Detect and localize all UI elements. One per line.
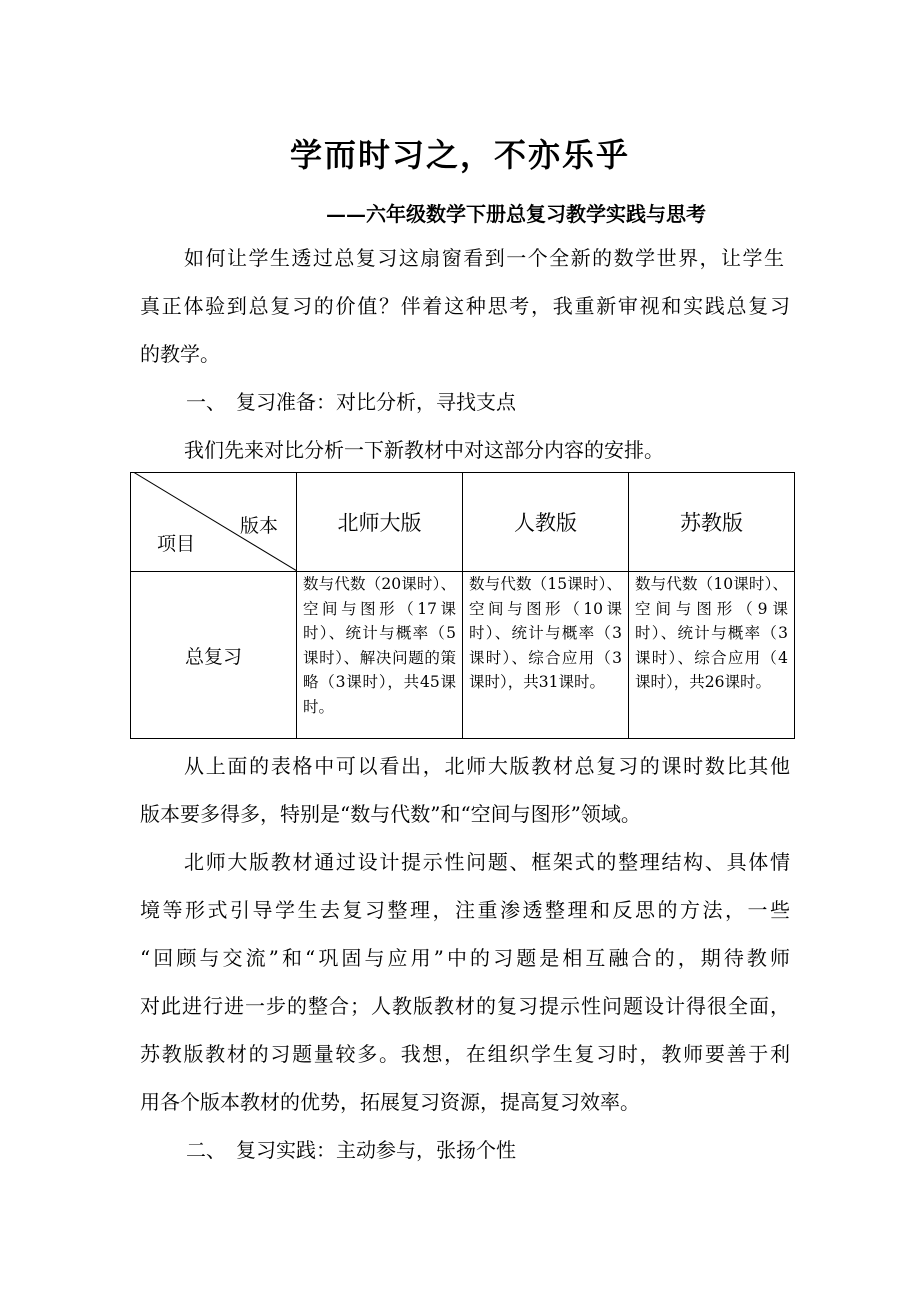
para3-line-2: 境等形式引导学生去复习整理，注重渗透整理和反思的方法，一些 — [140, 898, 790, 922]
corner-version-label: 版本 — [239, 515, 278, 537]
section-2-heading: 二、 复习实践：主动参与，张扬个性 — [186, 1138, 516, 1162]
para3-line-4: 对此进行进一步的整合；人教版教材的复习提示性问题设计得很全面， — [140, 994, 790, 1018]
para3-line-6: 用各个版本教材的优势，拓展复习资源，提高复习效率。 — [140, 1090, 640, 1114]
subtitle: ——六年级数学下册总复习教学实践与思考 — [326, 202, 706, 226]
table-cell: 数与代数（15课时）、空间与图形（10课时）、统计与概率（3课时）、综合应用（3课时），共31课时。 — [463, 572, 629, 739]
column-header: 人教版 — [463, 473, 629, 572]
para3-line-1: 北师大版教材通过设计提示性问题、框架式的整理结构、具体情 — [184, 850, 790, 874]
row-label: 总复习 — [131, 572, 297, 739]
corner-item-label: 项目 — [157, 533, 196, 555]
page-title: 学而时习之，不亦乐乎 — [289, 136, 630, 174]
intro-line-1: 如何让学生透过总复习这扇窗看到一个全新的数学世界，让学生 — [184, 246, 784, 270]
comparison-table — [130, 472, 795, 739]
table-cell: 数与代数（20课时）、空间与图形（17课时）、统计与概率（5课时）、解决问题的策略（3课时），共45课时。 — [297, 572, 463, 739]
section-1-heading: 一、 复习准备：对比分析，寻找支点 — [186, 390, 516, 414]
para2-line-2: 版本要多得多，特别是“数与代数”和“空间与图形”领域。 — [140, 802, 641, 826]
intro-line-3: 的教学。 — [140, 342, 220, 366]
table-corner-cell — [131, 473, 297, 572]
section-1-intro: 我们先来对比分析一下新教材中对这部分内容的安排。 — [184, 438, 664, 462]
table-cell: 数与代数（10课时）、空间与图形（9课时）、统计与概率（3课时）、综合应用（4课时），共26课时。 — [629, 572, 795, 739]
column-header: 北师大版 — [297, 473, 463, 572]
para2-line-1: 从上面的表格中可以看出，北师大版教材总复习的课时数比其他 — [184, 754, 790, 778]
intro-line-2: 真正体验到总复习的价值？伴着这种思考，我重新审视和实践总复习 — [140, 294, 790, 318]
column-header: 苏教版 — [629, 473, 795, 572]
para3-line-3: “回顾与交流”和“巩固与应用”中的习题是相互融合的，期待教师 — [140, 946, 790, 970]
para3-line-5: 苏教版教材的习题量较多。我想，在组织学生复习时，教师要善于利 — [140, 1042, 790, 1066]
